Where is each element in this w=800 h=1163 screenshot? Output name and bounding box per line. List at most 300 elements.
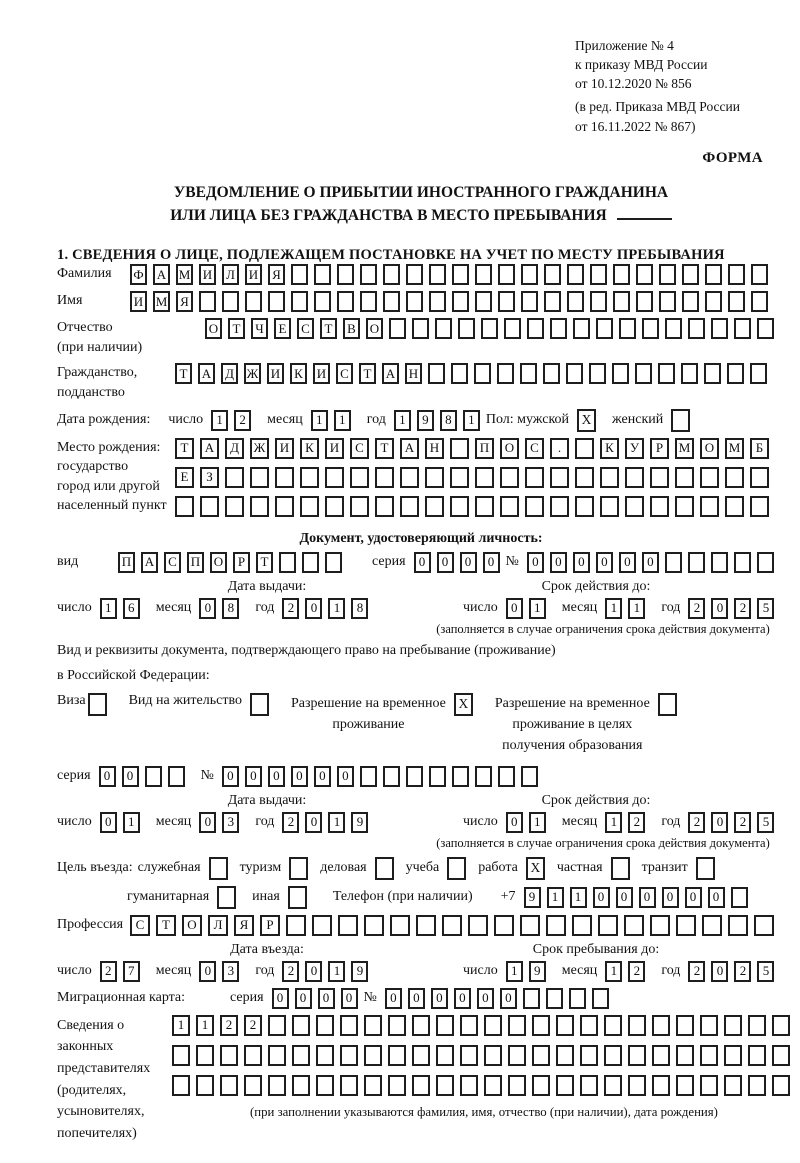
form-cell[interactable] [220, 1075, 238, 1096]
form-cell[interactable]: Я [176, 291, 193, 312]
form-cell[interactable]: 8 [440, 410, 457, 431]
form-cell[interactable]: 0 [199, 812, 216, 833]
form-cell[interactable]: Д [225, 438, 244, 459]
form-cell[interactable]: 1 [172, 1015, 190, 1036]
form-cell[interactable] [302, 552, 319, 573]
form-cell[interactable]: 1 [196, 1015, 214, 1036]
form-cell[interactable] [725, 496, 744, 517]
form-cell[interactable]: А [200, 438, 219, 459]
form-cell[interactable] [452, 264, 469, 285]
form-cell[interactable] [268, 1045, 286, 1066]
form-cell[interactable]: А [198, 363, 215, 384]
form-cell[interactable]: Я [234, 915, 254, 936]
form-cell[interactable] [452, 766, 469, 787]
form-cell[interactable] [705, 264, 722, 285]
form-cell[interactable]: 0 [619, 552, 636, 573]
form-cell[interactable]: Л [208, 915, 228, 936]
form-cell[interactable]: 0 [454, 988, 471, 1009]
form-cell[interactable] [592, 988, 609, 1009]
form-cell[interactable] [543, 363, 560, 384]
form-cell[interactable] [665, 552, 682, 573]
form-cell[interactable] [612, 363, 629, 384]
form-cell[interactable] [711, 552, 728, 573]
form-cell[interactable]: Т [256, 552, 273, 573]
form-cell[interactable] [635, 363, 652, 384]
form-cell[interactable] [700, 467, 719, 488]
form-cell[interactable] [624, 915, 644, 936]
form-cell[interactable]: 9 [529, 961, 546, 982]
form-cell[interactable]: 0 [199, 961, 216, 982]
form-cell[interactable] [704, 363, 721, 384]
form-cell[interactable]: О [210, 552, 227, 573]
form-cell[interactable] [734, 318, 751, 339]
form-cell[interactable]: 0 [431, 988, 448, 1009]
form-cell[interactable] [340, 1015, 358, 1036]
form-cell[interactable]: 2 [234, 410, 251, 431]
form-cell[interactable] [325, 552, 342, 573]
form-cell[interactable]: 0 [199, 598, 216, 619]
form-cell[interactable] [436, 1045, 454, 1066]
form-cell[interactable] [145, 766, 162, 787]
form-cell[interactable] [279, 552, 296, 573]
form-cell[interactable]: 0 [711, 598, 728, 619]
form-cell[interactable]: К [600, 438, 619, 459]
form-cell[interactable] [316, 1045, 334, 1066]
form-cell[interactable] [452, 291, 469, 312]
form-cell[interactable] [460, 1015, 478, 1036]
form-cell[interactable]: 0 [291, 766, 308, 787]
form-cell[interactable]: С [350, 438, 369, 459]
form-cell[interactable] [659, 291, 676, 312]
form-cell[interactable]: 1 [570, 887, 587, 908]
form-cell[interactable]: И [245, 264, 262, 285]
form-cell[interactable] [498, 291, 515, 312]
form-cell[interactable] [175, 496, 194, 517]
form-cell[interactable]: 9 [417, 410, 434, 431]
form-cell[interactable]: 0 [596, 552, 613, 573]
form-cell[interactable] [484, 1075, 502, 1096]
form-cell[interactable] [572, 915, 592, 936]
form-cell[interactable] [436, 1075, 454, 1096]
form-cell[interactable] [546, 988, 563, 1009]
form-cell[interactable] [337, 264, 354, 285]
form-cell[interactable] [340, 1045, 358, 1066]
form-cell[interactable]: 1 [605, 812, 622, 833]
form-cell[interactable] [750, 363, 767, 384]
form-cell[interactable] [425, 496, 444, 517]
form-cell[interactable] [475, 264, 492, 285]
form-cell[interactable]: О [205, 318, 222, 339]
form-cell[interactable]: С [525, 438, 544, 459]
form-cell[interactable]: М [675, 438, 694, 459]
form-cell[interactable] [460, 1075, 478, 1096]
form-cell[interactable]: 0 [642, 552, 659, 573]
form-cell[interactable] [360, 766, 377, 787]
form-cell[interactable] [676, 915, 696, 936]
form-cell[interactable]: Е [175, 467, 194, 488]
form-cell[interactable] [544, 291, 561, 312]
form-cell[interactable] [484, 1015, 502, 1036]
form-cell[interactable]: Ф [130, 264, 147, 285]
form-cell[interactable] [244, 1075, 262, 1096]
form-cell[interactable]: 0 [305, 961, 322, 982]
form-cell[interactable] [497, 363, 514, 384]
form-cell[interactable] [406, 291, 423, 312]
form-cell[interactable] [754, 915, 774, 936]
form-cell[interactable] [566, 363, 583, 384]
form-cell[interactable] [702, 915, 722, 936]
form-cell[interactable] [429, 291, 446, 312]
form-cell[interactable]: Р [260, 915, 280, 936]
form-cell[interactable]: 1 [100, 598, 117, 619]
form-cell[interactable]: 5 [757, 812, 774, 833]
form-cell[interactable] [652, 1045, 670, 1066]
form-cell[interactable]: З [200, 467, 219, 488]
form-cell[interactable] [590, 264, 607, 285]
tourism-checkbox[interactable] [289, 857, 308, 880]
form-cell[interactable] [292, 1015, 310, 1036]
form-cell[interactable] [498, 766, 515, 787]
form-cell[interactable] [172, 1045, 190, 1066]
form-cell[interactable]: 0 [437, 552, 454, 573]
form-cell[interactable] [338, 915, 358, 936]
form-cell[interactable]: 0 [305, 812, 322, 833]
form-cell[interactable] [734, 552, 751, 573]
form-cell[interactable]: 0 [711, 961, 728, 982]
form-cell[interactable]: 1 [605, 598, 622, 619]
form-cell[interactable] [500, 496, 519, 517]
form-cell[interactable] [604, 1045, 622, 1066]
form-cell[interactable] [325, 496, 344, 517]
form-cell[interactable] [681, 363, 698, 384]
form-cell[interactable]: А [153, 264, 170, 285]
form-cell[interactable]: 2 [628, 961, 645, 982]
form-cell[interactable] [675, 496, 694, 517]
form-cell[interactable]: 2 [282, 598, 299, 619]
form-cell[interactable]: 1 [529, 812, 546, 833]
form-cell[interactable]: А [400, 438, 419, 459]
form-cell[interactable] [412, 1075, 430, 1096]
form-cell[interactable] [772, 1075, 790, 1096]
form-cell[interactable] [652, 1015, 670, 1036]
form-cell[interactable] [711, 318, 728, 339]
form-cell[interactable]: 1 [328, 961, 345, 982]
form-cell[interactable] [525, 467, 544, 488]
form-cell[interactable] [225, 496, 244, 517]
form-cell[interactable] [700, 1045, 718, 1066]
form-cell[interactable] [725, 467, 744, 488]
form-cell[interactable]: 3 [222, 812, 239, 833]
form-cell[interactable] [500, 467, 519, 488]
form-cell[interactable]: 1 [394, 410, 411, 431]
transit-checkbox[interactable] [696, 857, 715, 880]
form-cell[interactable] [222, 291, 239, 312]
form-cell[interactable] [521, 291, 538, 312]
form-cell[interactable]: 9 [351, 812, 368, 833]
form-cell[interactable] [619, 318, 636, 339]
form-cell[interactable]: 0 [408, 988, 425, 1009]
form-cell[interactable]: И [325, 438, 344, 459]
form-cell[interactable] [383, 766, 400, 787]
form-cell[interactable] [532, 1075, 550, 1096]
form-cell[interactable] [375, 467, 394, 488]
form-cell[interactable]: . [550, 438, 569, 459]
form-cell[interactable] [350, 467, 369, 488]
form-cell[interactable]: 0 [616, 887, 633, 908]
form-cell[interactable] [650, 496, 669, 517]
form-cell[interactable]: Н [425, 438, 444, 459]
form-cell[interactable] [199, 291, 216, 312]
visa-checkbox[interactable] [88, 693, 107, 716]
form-cell[interactable] [412, 1045, 430, 1066]
temp-residence-edu-checkbox[interactable] [658, 693, 677, 716]
form-cell[interactable] [682, 264, 699, 285]
form-cell[interactable] [360, 264, 377, 285]
form-cell[interactable]: Ч [251, 318, 268, 339]
form-cell[interactable]: Т [156, 915, 176, 936]
form-cell[interactable]: С [297, 318, 314, 339]
form-cell[interactable]: 0 [122, 766, 139, 787]
form-cell[interactable]: 0 [506, 598, 523, 619]
form-cell[interactable] [498, 264, 515, 285]
form-cell[interactable]: 8 [222, 598, 239, 619]
form-cell[interactable]: П [475, 438, 494, 459]
form-cell[interactable] [406, 766, 423, 787]
form-cell[interactable]: 0 [460, 552, 477, 573]
form-cell[interactable] [400, 467, 419, 488]
form-cell[interactable] [550, 496, 569, 517]
humanitarian-checkbox[interactable] [217, 886, 236, 909]
form-cell[interactable] [556, 1015, 574, 1036]
form-cell[interactable]: 1 [328, 598, 345, 619]
form-cell[interactable]: 0 [268, 766, 285, 787]
form-cell[interactable] [525, 496, 544, 517]
form-cell[interactable] [724, 1015, 742, 1036]
form-cell[interactable] [412, 1015, 430, 1036]
form-cell[interactable] [312, 915, 332, 936]
form-cell[interactable] [442, 915, 462, 936]
form-cell[interactable] [580, 1015, 598, 1036]
form-cell[interactable]: 0 [295, 988, 312, 1009]
form-cell[interactable]: Д [221, 363, 238, 384]
form-cell[interactable] [275, 496, 294, 517]
form-cell[interactable] [196, 1045, 214, 1066]
form-cell[interactable] [435, 318, 452, 339]
form-cell[interactable]: У [625, 438, 644, 459]
form-cell[interactable] [751, 291, 768, 312]
form-cell[interactable]: 2 [688, 598, 705, 619]
form-cell[interactable]: 0 [222, 766, 239, 787]
form-cell[interactable]: Т [375, 438, 394, 459]
form-cell[interactable] [728, 264, 745, 285]
form-cell[interactable] [172, 1075, 190, 1096]
form-cell[interactable] [688, 552, 705, 573]
form-cell[interactable] [625, 496, 644, 517]
form-cell[interactable] [475, 291, 492, 312]
form-cell[interactable] [400, 496, 419, 517]
form-cell[interactable] [425, 467, 444, 488]
form-cell[interactable]: 1 [328, 812, 345, 833]
form-cell[interactable] [676, 1015, 694, 1036]
form-cell[interactable] [682, 291, 699, 312]
form-cell[interactable] [350, 496, 369, 517]
form-cell[interactable] [508, 1045, 526, 1066]
form-cell[interactable]: 1 [211, 410, 228, 431]
form-cell[interactable] [275, 467, 294, 488]
form-cell[interactable] [268, 291, 285, 312]
form-cell[interactable]: 0 [477, 988, 494, 1009]
form-cell[interactable] [757, 552, 774, 573]
form-cell[interactable]: 1 [529, 598, 546, 619]
form-cell[interactable] [468, 915, 488, 936]
form-cell[interactable] [436, 1015, 454, 1036]
form-cell[interactable] [731, 887, 748, 908]
form-cell[interactable] [520, 915, 540, 936]
form-cell[interactable] [751, 264, 768, 285]
form-cell[interactable] [728, 291, 745, 312]
form-cell[interactable]: 0 [337, 766, 354, 787]
form-cell[interactable]: 1 [605, 961, 622, 982]
form-cell[interactable] [337, 291, 354, 312]
form-cell[interactable]: И [130, 291, 147, 312]
form-cell[interactable] [724, 1075, 742, 1096]
form-cell[interactable]: И [275, 438, 294, 459]
form-cell[interactable] [705, 291, 722, 312]
form-cell[interactable] [567, 291, 584, 312]
form-cell[interactable] [429, 766, 446, 787]
form-cell[interactable] [600, 467, 619, 488]
form-cell[interactable]: Т [175, 438, 194, 459]
form-cell[interactable]: 0 [318, 988, 335, 1009]
form-cell[interactable] [748, 1045, 766, 1066]
form-cell[interactable] [613, 264, 630, 285]
form-cell[interactable] [244, 1045, 262, 1066]
form-cell[interactable]: А [141, 552, 158, 573]
form-cell[interactable] [316, 1075, 334, 1096]
form-cell[interactable]: О [700, 438, 719, 459]
form-cell[interactable] [604, 1015, 622, 1036]
form-cell[interactable] [388, 1015, 406, 1036]
form-cell[interactable] [475, 496, 494, 517]
form-cell[interactable] [225, 467, 244, 488]
form-cell[interactable] [573, 318, 590, 339]
form-cell[interactable] [325, 467, 344, 488]
form-cell[interactable]: 0 [305, 598, 322, 619]
form-cell[interactable] [675, 467, 694, 488]
form-cell[interactable] [628, 1075, 646, 1096]
form-cell[interactable]: С [130, 915, 150, 936]
form-cell[interactable]: А [382, 363, 399, 384]
form-cell[interactable] [245, 291, 262, 312]
form-cell[interactable] [550, 467, 569, 488]
form-cell[interactable] [364, 1015, 382, 1036]
form-cell[interactable] [268, 1015, 286, 1036]
form-cell[interactable]: 9 [524, 887, 541, 908]
form-cell[interactable] [700, 1075, 718, 1096]
form-cell[interactable] [460, 1045, 478, 1066]
form-cell[interactable]: 2 [688, 812, 705, 833]
form-cell[interactable]: М [725, 438, 744, 459]
form-cell[interactable]: 0 [272, 988, 289, 1009]
form-cell[interactable]: 3 [222, 961, 239, 982]
form-cell[interactable] [474, 363, 491, 384]
form-cell[interactable]: Т [359, 363, 376, 384]
form-cell[interactable] [650, 467, 669, 488]
form-cell[interactable] [316, 1015, 334, 1036]
form-cell[interactable]: В [343, 318, 360, 339]
form-cell[interactable] [575, 467, 594, 488]
form-cell[interactable]: 2 [244, 1015, 262, 1036]
form-cell[interactable]: 0 [527, 552, 544, 573]
form-cell[interactable] [750, 467, 769, 488]
form-cell[interactable]: 5 [757, 598, 774, 619]
form-cell[interactable] [196, 1075, 214, 1096]
form-cell[interactable] [388, 1075, 406, 1096]
form-cell[interactable] [532, 1015, 550, 1036]
form-cell[interactable] [458, 318, 475, 339]
form-cell[interactable]: 0 [708, 887, 725, 908]
form-cell[interactable] [676, 1045, 694, 1066]
form-cell[interactable]: 2 [734, 598, 751, 619]
form-cell[interactable]: 1 [334, 410, 351, 431]
form-cell[interactable] [383, 291, 400, 312]
form-cell[interactable]: И [267, 363, 284, 384]
form-cell[interactable]: Ж [244, 363, 261, 384]
form-cell[interactable] [484, 1045, 502, 1066]
form-cell[interactable]: 2 [734, 961, 751, 982]
form-cell[interactable] [340, 1075, 358, 1096]
form-cell[interactable] [575, 496, 594, 517]
form-cell[interactable]: 0 [385, 988, 402, 1009]
form-cell[interactable] [286, 915, 306, 936]
form-cell[interactable]: С [336, 363, 353, 384]
form-cell[interactable] [521, 766, 538, 787]
form-cell[interactable] [676, 1075, 694, 1096]
form-cell[interactable] [636, 264, 653, 285]
form-cell[interactable] [596, 318, 613, 339]
form-cell[interactable]: 0 [550, 552, 567, 573]
form-cell[interactable] [388, 1045, 406, 1066]
form-cell[interactable] [360, 291, 377, 312]
form-cell[interactable] [451, 363, 468, 384]
form-cell[interactable]: Л [222, 264, 239, 285]
form-cell[interactable] [200, 496, 219, 517]
form-cell[interactable]: Б [750, 438, 769, 459]
form-cell[interactable] [291, 264, 308, 285]
form-cell[interactable]: 2 [100, 961, 117, 982]
form-cell[interactable]: Р [233, 552, 250, 573]
form-cell[interactable] [450, 467, 469, 488]
form-cell[interactable]: 0 [573, 552, 590, 573]
other-checkbox[interactable] [288, 886, 307, 909]
form-cell[interactable]: 9 [351, 961, 368, 982]
form-cell[interactable]: 0 [500, 988, 517, 1009]
form-cell[interactable] [429, 264, 446, 285]
form-cell[interactable]: С [164, 552, 181, 573]
form-cell[interactable] [508, 1015, 526, 1036]
form-cell[interactable]: О [182, 915, 202, 936]
form-cell[interactable]: 0 [593, 887, 610, 908]
form-cell[interactable] [481, 318, 498, 339]
form-cell[interactable] [757, 318, 774, 339]
form-cell[interactable] [375, 496, 394, 517]
official-checkbox[interactable] [209, 857, 228, 880]
form-cell[interactable] [364, 1075, 382, 1096]
form-cell[interactable]: 1 [463, 410, 480, 431]
form-cell[interactable] [748, 1075, 766, 1096]
form-cell[interactable]: И [313, 363, 330, 384]
work-checkbox[interactable]: X [526, 857, 545, 880]
